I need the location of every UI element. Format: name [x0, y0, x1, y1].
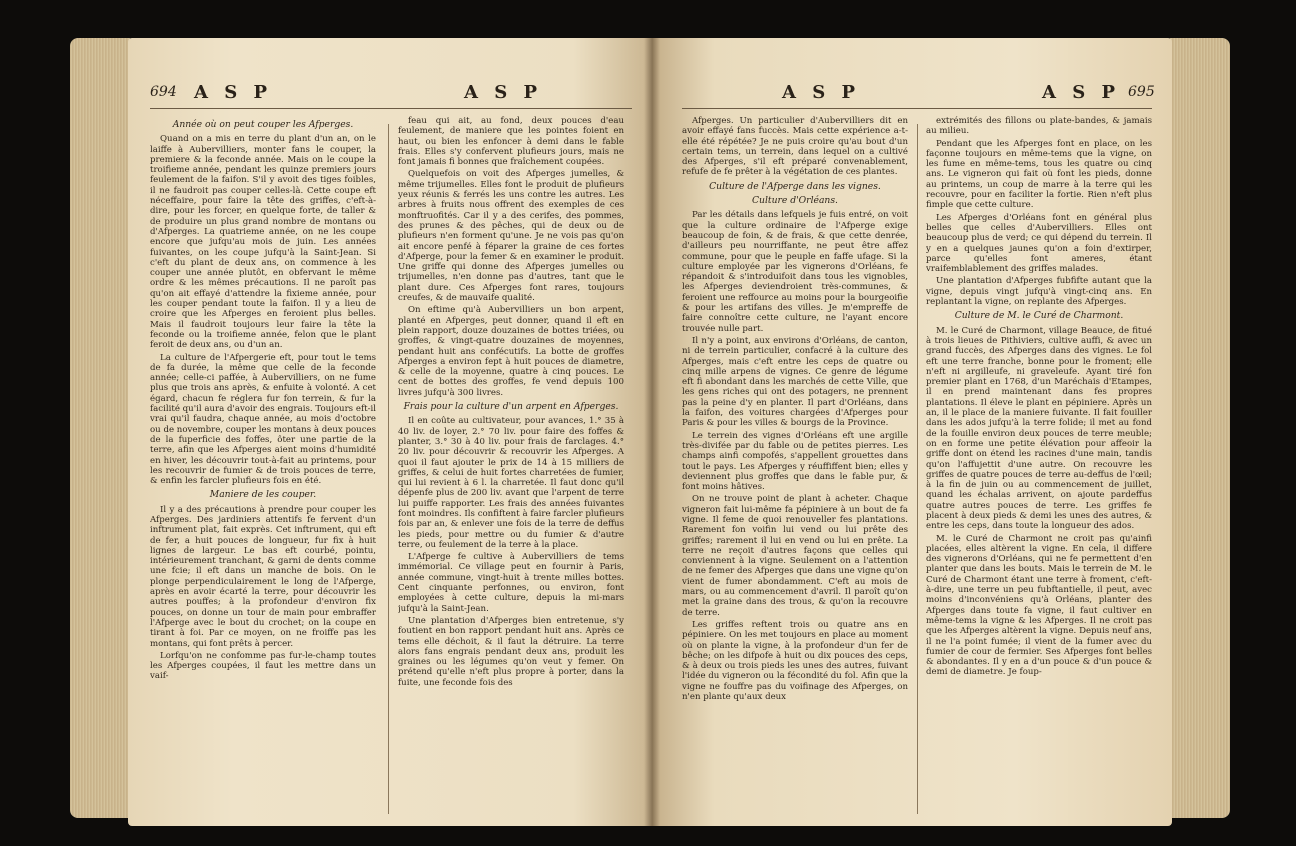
paragraph: Une plantation d'Afperges fubfifte autant que la vigne, depuis vingt jufqu'à vingt-cinq ans. En replantant la vigne, on replante des Afperges. [926, 276, 1152, 308]
paragraph: M. le Curé de Charmont, village Beauce, de fitué à trois lieues de Pithiviers, cultive auffi, & avec un grand fuccès, des Afperges dans des vignes. Le fol eft une terre franche, bonne pour le froment; elle n'eft ni argilleufe, ni graveleufe. Ayant tiré fon premier plant en 1768, d'un Maréchais d'Etampes, il en prend maintenant dans fes propres plantations. Il éleve le plant en pépiniere. Après un an, il le place de la maniere fuivante. Il fait fouiller dans les ados jufqu'à la terre folide; il met au fond de la fouille environ deux pouces de terre meuble; on en forme une petite élévation pour affeoir la griffe dont on étend les racines d'une main, tandis qu'on l'affujettit d'une autre. On recouvre les griffes de quatre pouces de terre au-deffus de l'œil; à la fin de juin ou au commencement de juillet, quand les échalas arrivent, on ajoute pardeffus quatre autres pouces de terre. Les griffes fe placent à deux pieds & demi les unes des autres, & entre les ceps, dans toute la longueur des ados. [926, 325, 1152, 532]
section-title: Culture de l'Afperge dans les vignes. [709, 180, 881, 192]
paragraph: Pendant que les Afperges font en place, on les façonne toujours en même-tems que la vigne, on les fume en même-tems, tous les quatre ou cinq ans. Le vigneron qui fait où font les pieds, donne au printems, un coup de marre à la terre qui les recouvre, pour en faciliter la fortie. Rien n'eft plus fimple que cette culture. [926, 138, 1152, 211]
paragraph: Lorfqu'on ne confomme pas fur-le-champ toutes les Afperges coupées, il faut les mettre dans un vaif- [150, 650, 376, 682]
paragraph: Afperges. Un particulier d'Aubervilliers dit en avoir effayé fans fuccès. Mais cette expérience a-t-elle été répétée? Je ne puis croire qu'au bout d'un certain tems, un terrein, dans lequel on a cultivé des Afperges, s'il eft préparé convenablement, refufe de fe prêter à la végétation de ces plantes. [682, 116, 908, 178]
section-title: Maniere de les couper. [209, 489, 317, 501]
column-divider-left [388, 124, 389, 814]
page-number-right: 695 [1128, 84, 1155, 100]
section-title: Frais pour la culture d'un arpent en Afperges. [403, 401, 619, 413]
book-gutter [644, 38, 660, 826]
paragraph: Il n'y a point, aux environs d'Orléans, de canton, ni de terrein particulier, confacré à la culture des Afperges, mais c'eft entre les ceps de quatre ou cinq mille arpens de vignes. Ce genre de légume eft fi abondant dans les marchés de cette Ville, que les gens riches qui ont des potagers, ne prennent pas la peine d'y en planter. Il part d'Orléans, dans la faifon, des voitures chargées d'Afperges pour Paris & pour les villes & bourgs de la Province. [682, 335, 908, 429]
section-title: Culture d'Orléans. [752, 195, 838, 207]
paragraph: feau qui ait, au fond, deux pouces d'eau feulement, de maniere que les pointes foient en haut, ou bien les enfoncer à demi dans le fable frais. Elles s'y confervent plufieurs jours, mais ne font jamais fi bonnes que fraîchement coupées. [398, 116, 624, 168]
paragraph: Une plantation d'Afperges bien entretenue, s'y foutient en bon rapport pendant huit ans. Après ce tems elle déchoit, & il faut la détruire. La terre alors fans engrais pendant deux ans, produit les graines ou les légumes qu'on veut y femer. On prétend qu'elle n'eft plus propre à porter, dans la fuite, une feconde fois des [398, 615, 624, 688]
paragraph: Les griffes reftent trois ou quatre ans en pépiniere. On les met toujours en place au moment où on plante la vigne, à la profondeur d'un fer de bêche; on les difpofe à huit ou dix pouces des ceps, & à deux ou trois pieds les unes des autres, fuivant l'idée du vigneron ou la fécondité du fol. Afin que la vigne ne fouffre pas du voifinage des Afperges, on n'en plante qu'aux deux [682, 619, 908, 703]
running-head-left-2: A S P [464, 82, 543, 103]
paragraph: Quand on a mis en terre du plant d'un an, on le laiffe à Aubervilliers, monter fans le couper, la premiere & la feconde année. Mais on le coupe la troifieme année, pendant les quinze premiers jours feulement de la faifon. S'il y avoit des tiges foibles, il ne faudroit pas couper celles-là. Cette coupe eft néceffaire, pour faire la tête des griffes, c'eft-à-dire, pour les forcer, en quelque forte, de taller & de produire un plus grand nombre de montans ou d'Afperges. La quatrieme année, on ne les coupe encore que jufqu'au mois de juin. Les années fuivantes, on les coupe jufqu'à la Saint-Jean. Si c'eft du plant de deux ans, on commence à les couper une année plutôt, en obfervant le même ordre & les mêmes précautions. Il ne paroît pas qu'on ait effayé d'attendre la fixieme année, pour les couper pendant toute la faifon. Il y a lieu de croire que les Afperges en feroient plus belles. Mais il faudroit toujours leur faire la tête la feconde ou la troifieme année, felon que le plant feroit de deux ans, ou d'un an. [150, 134, 376, 351]
left-page-column-2 [398, 116, 624, 816]
paragraph: Il en coûte au cultivateur, pour avances, 1.° 35 à 40 liv. de loyer, 2.° 70 liv. pour faire des foffes & planter, 3.° 30 à 40 liv. pour frais de farclages. 4.° 20 liv. pour découvrir & recouvrir les Afperges. A quoi il faut ajouter le prix de 14 à 15 milliers de griffes, & celui de huit fortes charretées de fumier, qui lui revient à 6 l. la charretée. Il faut donc qu'il dépenfe plus de 200 liv. avant que l'arpent de terre lui puiffe rapporter. Les frais des années fuivantes font moindres. Ils confiftent à faire farcler plufieurs fois par an, & enlever une fois de la terre de deffus les pieds, pour mettre ou du fumier & d'autre terre, ou feulement de la terre à la place. [398, 416, 624, 550]
open-book [70, 8, 1230, 836]
header-rule-right [682, 108, 1152, 109]
right-page-column-1 [682, 116, 908, 816]
page-number-left: 694 [150, 84, 177, 100]
paragraph: Le terrein des vignes d'Orléans eft une argille très-divifée par du fable ou de petites pierres. Les champs ainfi compofés, s'appellent grouettes dans tout le pays. Les Afperges y réuffiffent bien; elles y deviennent plus groffes que dans le fable pur, & font moins hâtives. [682, 430, 908, 493]
paragraph: Les Afperges d'Orléans font en général plus belles que celles d'Aubervilliers. Elles ont beaucoup plus de verd; ce qui dépend du terrein. Il y en a quelques jaunes qu'on a foin d'extirper, parce qu'elles font ameres, étant vraifemblablement des griffes malades. [926, 212, 1152, 275]
paragraph: extrémités des fillons ou plate-bandes, & jamais au milieu. [926, 116, 1152, 137]
paragraph: M. le Curé de Charmont ne croit pas qu'ainfi placées, elles altèrent la vigne. En cela, il differe des vignerons d'Orléans, qui ne fe permettent d'en planter que dans les bouts. Mais le terrein de M. le Curé de Charmont étant une terre à froment, c'eft-à-dire, une terre un peu fubftantielle, il peut, avec moins d'inconvéniens qu'à Orléans, planter des Afperges dans toute fa vigne, il faut cultiver en même-tems la vigne & les Afperges. Il ne croit pas que les Afperges altèrent la vigne. Depuis neuf ans, il ne l'a point fumée; il vient de la fumer avec du fumier de cour de fermier. Ses Afperges font belles & abondantes. Il y en a d'un pouce & d'un pouce & demi de diametre. Je foup- [926, 533, 1152, 678]
running-head-right-1: A S P [782, 82, 861, 103]
paragraph: Par les détails dans lefquels je fuis entré, on voit que la culture ordinaire de l'Afperge exige beaucoup de foin, & de frais, & que cette denrée, d'ailleurs peu nourriffante, ne peut être affez commune, pour que le peuple en faffe ufage. Si la culture employée par les vignerons d'Orléans, fe répandoit & s'introduifoit dans tous les vignobles, les Afperges deviendroient très-communes, & feroient une reffource au moins pour la bourgeoifie & pour les artifans des villes. Je m'empreffe de faire connoître cette culture, ne l'ayant encore trouvée nulle part. [682, 210, 908, 334]
paragraph: La culture de l'Afpergerie eft, pour tout le tems de fa durée, la même que celle de la feconde année; celle-ci paffée, à Aubervilliers, on ne fume plus que trois ans après, & enfuite à volonté. A cet égard, chacun fe réglera fur fon terrein, & fur la facilité qu'il aura d'avoir des engrais. Toujours eft-il vrai qu'il faudra, chaque année, au mois d'octobre ou de novembre, couper les montans à deux pouces de la fuperficie des foffes, ôter une partie de la terre, afin que les Afperges aient moins d'humidité en hiver, les découvrir tout-à-fait au printems, pour les recouvrir de fumier & de trois pouces de terre, & enfin les farcler plufieurs fois en été. [150, 352, 376, 487]
section-title: Année où on peut couper les Afperges. [172, 119, 354, 130]
paragraph: Quelquefois on voit des Afperges jumelles, & même trijumelles. Elles font le produit de plufieurs yeux réunis & ferrés les uns contre les autres. Les arbres à fruits nous offrent des exemples de ces monftruofités. Car il y a des cerifes, des pommes, des prunes & des pêches, qui de deux ou de plufieurs n'en forment qu'une. Je ne vois pas qu'on ait encore penfé à féparer la graine de ces fortes d'Afperge, pour la femer & en examiner le produit. Une griffe qui donne des Afperges jumelles ou trijumelles, n'en donne pas d'autres, tant que le plant dure. Ces Afperges font rares, toujours creufes, & de mauvaife qualité. [398, 169, 624, 304]
left-page-column-1 [150, 116, 376, 816]
running-head-left-1: A S P [194, 82, 273, 103]
right-page-column-2 [926, 116, 1152, 816]
paragraph: On ne trouve point de plant à acheter. Chaque vigneron fait lui-même fa pépiniere à un bout de fa vigne. Il feme de quoi renouveller fes plantations. Rarement fon voifin lui vend ou lui prête des griffes; rarement il lui en vend ou lui en prête. La terre ne reçoit d'autres façons que celles qui conviennent à la vigne. Seulement on a l'attention de ne femer des Afperges que dans une vigne qu'on vient de fumer abondamment. C'eft au mois de mars, ou au commencement d'avril. Il paroît qu'on met la graine dans des trous, & qu'on la recouvre de terre. [682, 494, 908, 618]
section-title: Culture de M. le Curé de Charmont. [954, 310, 1124, 322]
left-page [128, 38, 652, 826]
page-edges-left [70, 38, 130, 818]
paragraph: L'Afperge fe cultive à Aubervilliers de tems immémorial. Ce village peut en fournir à Paris, année commune, vingt-huit à trente milles bottes. Cent cinquante perfonnes, ou environ, font employées à cette culture, depuis la mi-mars jufqu'à la Saint-Jean. [398, 552, 624, 614]
paragraph: Il y a des précautions à prendre pour couper les Afperges. Des jardiniers attentifs fe fervent d'un inftrument plat, fait exprès. Cet inftrument, qui eft de fer, a huit pouces de longueur, fur fix à huit lignes de largeur. Le bas eft courbé, pointu, intérieurement tranchant, & garni de dents comme une fcie; il eft dans un manche de bois. On le plonge perpendiculairement le long de l'Afperge, après en avoir écarté la terre, pour découvrir les autres pouffes; à la profondeur d'environ fix pouces, on donne un tour de main pour embraffer l'Afperge avec le bout du crochet; on la coupe en tirant à foi. Par ce moyen, on ne froiffe pas les montans, qui font prêts à percer. [150, 504, 376, 649]
column-divider-right [917, 124, 918, 814]
paragraph: On eftime qu'à Aubervilliers un bon arpent, planté en Afperges, peut donner, quand il eft en plein rapport, douze douzaines de bottes triées, ou groffes, & vingt-quatre douzaines de moyennes, pendant huit ans confécutifs. La botte de groffes Afperges a environ fept à huit pouces de diametre, & celle de la moyenne, quatre à cinq pouces. Le cent de bottes des groffes, fe vend depuis 100 livres jufqu'à 300 livres. [398, 305, 624, 398]
running-head-right-2: A S P [1042, 82, 1121, 103]
header-rule-left [150, 108, 632, 109]
page-edges-right [1170, 38, 1230, 818]
right-page [652, 38, 1172, 826]
